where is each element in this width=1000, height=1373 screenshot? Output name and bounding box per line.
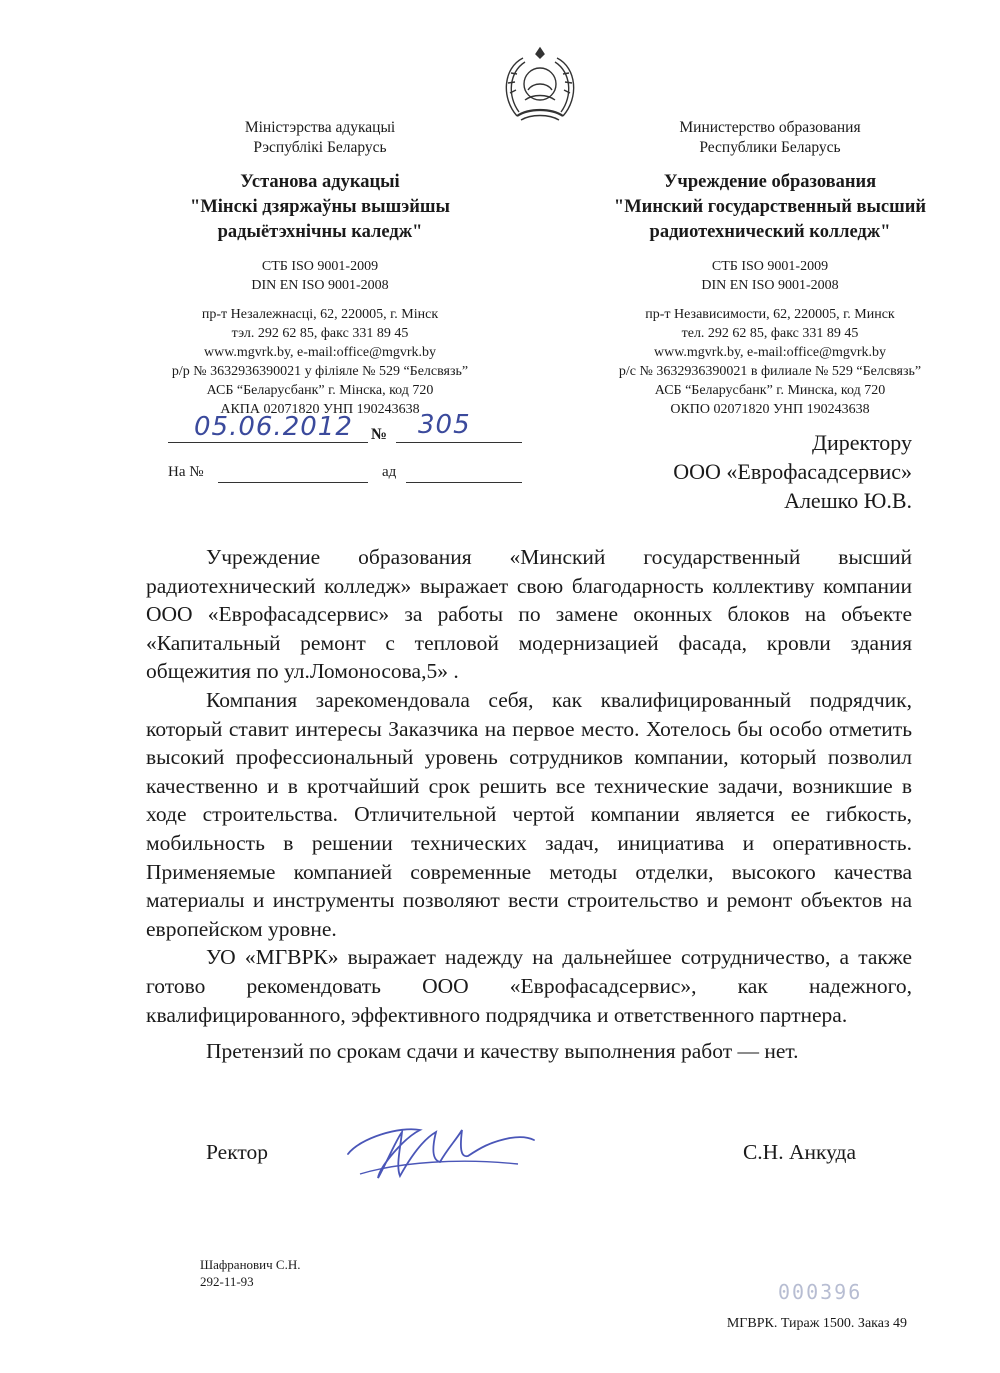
ministry-name-line2: Рэспублікі Беларусь <box>253 139 387 156</box>
bank-name-line: АСБ “Беларусбанк” г. Минска, код 720 <box>654 383 886 398</box>
institution-line2: "Мінскі дзяржаўны вышэйшы <box>190 197 450 217</box>
signatory-name: С.Н. Анкуда <box>742 1140 856 1164</box>
letter-body <box>146 543 912 1066</box>
web-email-line: www.mgvrk.by, e-mail:office@mgvrk.by <box>203 345 437 360</box>
belarus-emblem-icon <box>495 38 585 126</box>
codes-line: ОКПО 02071820 УНП 190243638 <box>670 402 870 417</box>
header-belarusian <box>140 118 500 419</box>
institution-line1: Установа адукацыі <box>240 172 400 192</box>
address-line: пр-т Незалежнасці, 62, 220005, г. Мінск <box>201 307 439 322</box>
incoming-number-label: На № <box>168 464 204 480</box>
iso-standard-2: DIN EN ISO 9001-2008 <box>701 278 839 293</box>
institution-line3: радыётэхнічны каледж" <box>217 222 423 242</box>
handwritten-number: 305 <box>418 410 471 440</box>
executor-name: Шафранович С.Н. <box>200 1257 301 1272</box>
reference-incoming <box>168 462 522 488</box>
web-email-line: www.mgvrk.by, e-mail:office@mgvrk.by <box>653 345 887 360</box>
ministry-name-line1: Министерство образования <box>679 119 861 136</box>
addressee-position: Директору <box>812 430 912 455</box>
addressee-block <box>673 428 912 515</box>
print-run-info: МГВРК. Тираж 1500. Заказ 49 <box>726 1316 907 1331</box>
phone-fax-line: тэл. 292 62 85, факс 331 89 45 <box>231 326 409 341</box>
body-paragraph-3: УО «МГВРК» выражает надежду на дальнейшее сотрудничество, а также готово рекомендовать ООО «Еврофасадсервис», как надежного, квалифицированного, эффективного подрядчика и ответственного партнера. <box>146 945 912 1027</box>
addressee-company: ООО «Еврофасадсервис» <box>673 459 912 484</box>
ministry-name-line1: Міністэрства адукацыі <box>244 119 396 136</box>
header-russian <box>560 118 980 419</box>
signatory-title: Ректор <box>206 1140 268 1164</box>
handwritten-date: 05.06.2012 <box>194 412 353 442</box>
executor-block <box>200 1256 300 1290</box>
body-paragraph-4: Претензий по срокам сдачи и качеству выполнения работ — нет. <box>206 1039 799 1064</box>
institution-line3: радиотехнический колледж" <box>649 222 891 242</box>
bank-name-line: АСБ “Беларусбанк” г. Мінска, код 720 <box>206 383 434 398</box>
body-paragraph-1: Учреждение образования «Минский государственный высший радиотехнический колледж» выражает свою благодарность коллективу компании ООО «Еврофасадсервис» за работы по замене оконных блоков на объекте «Капитальный ремонт с тепловой модернизацией фасада, кровли здания общежития по ул.Ломоносова,5» . <box>146 545 912 684</box>
phone-fax-line: тел. 292 62 85, факс 331 89 45 <box>681 326 859 341</box>
reference-date-number <box>168 410 522 446</box>
iso-standard-1: СТБ ISO 9001-2009 <box>711 259 829 274</box>
iso-standard-2: DIN EN ISO 9001-2008 <box>251 278 389 293</box>
serial-number: 000396 <box>778 1280 863 1304</box>
codes-line: АКПА 02071820 УНП 190243638 <box>220 402 420 417</box>
bank-account-line: р/р № 3632936390021 у філіяле № 529 “Белсвязь” <box>171 364 469 379</box>
executor-phone: 292-11-93 <box>200 1274 254 1289</box>
bank-account-line: р/с № 3632936390021 в филиале № 529 “Белсвязь” <box>618 364 922 379</box>
handwritten-signature-icon <box>340 1118 536 1188</box>
body-paragraph-2: Компания зарекомендовала себя, как квалифицированный подрядчик, который ставит интересы Заказчика на первое место. Хотелось бы особо отметить высокий профессиональный уровень сотрудников компании, который позволил качественно и в кротчайший срок решить все технические задачи, возникшие в ходе строительства. Отличительной чертой компании является ее гибкость, мобильность в решении технических задач, инициатива и оперативность. Применяемые компанией современные методы отделки, высокого качества материалы и инструменты позволяют вести строительство и ремонт объектов на европейском уровне. <box>146 687 912 941</box>
address-line: пр-т Независимости, 62, 220005, г. Минск <box>645 307 895 322</box>
addressee-name: Алешко Ю.В. <box>784 488 912 513</box>
incoming-date-label: ад <box>382 464 397 480</box>
institution-line2: "Минский государственный высший <box>613 197 927 217</box>
number-label: № <box>371 426 388 443</box>
iso-standard-1: СТБ ISO 9001-2009 <box>261 259 379 274</box>
ministry-name-line2: Республики Беларусь <box>699 139 841 156</box>
institution-line1: Учреждение образования <box>663 172 877 192</box>
